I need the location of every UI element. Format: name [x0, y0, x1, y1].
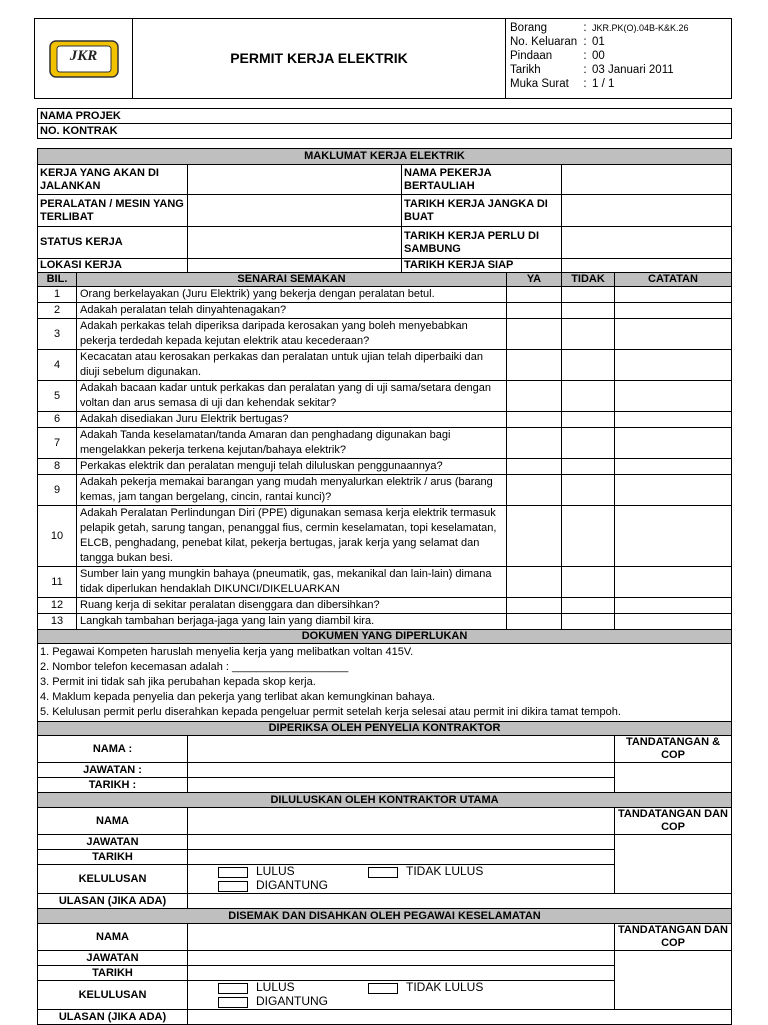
checklist-row — [38, 428, 732, 459]
checklist-no-cell[interactable] — [562, 459, 615, 475]
checklist-notes-cell[interactable] — [615, 459, 732, 475]
meta-colon: : — [583, 36, 587, 48]
checklist-notes-cell[interactable] — [615, 350, 732, 381]
checklist-row — [38, 506, 732, 567]
safety-officer-approval-options — [188, 981, 615, 1010]
checklist-notes-cell[interactable] — [615, 506, 732, 567]
meta-label: Muka Surat — [510, 78, 569, 90]
checklist-yes-cell[interactable] — [507, 475, 562, 506]
checklist-text: Adakah Tanda keselamatan/tanda Amaran dan penghadang digunakan bagi mengelakkan pekerja terkena kejutan/bahaya elektrik? — [77, 428, 507, 459]
option-label: DIGANTUNG — [256, 878, 328, 892]
checklist-yes-cell[interactable] — [507, 459, 562, 475]
safety-officer-remarks-field[interactable] — [188, 1010, 732, 1025]
checklist-no: 1 — [38, 287, 77, 303]
option-main-contractor-1[interactable] — [368, 865, 518, 879]
col-no: TIDAK — [562, 273, 615, 287]
form-header — [34, 18, 732, 99]
work-info-title: MAKLUMAT KERJA ELEKTRIK — [38, 149, 732, 165]
checklist-row — [38, 381, 732, 412]
documents-title: DOKUMEN YANG DIPERLUKAN — [38, 630, 732, 644]
checklist-row — [38, 459, 732, 475]
checkbox-icon[interactable] — [218, 867, 248, 878]
equipment-field[interactable] — [188, 195, 402, 227]
checklist-yes-cell[interactable] — [507, 412, 562, 428]
checklist-notes-cell[interactable] — [615, 598, 732, 614]
meta-value: 01 — [592, 36, 605, 48]
main-contractor-sign-field[interactable] — [615, 835, 732, 894]
checkbox-icon[interactable] — [368, 983, 398, 994]
meta-label: Tarikh — [510, 64, 541, 76]
checklist-row — [38, 319, 732, 350]
checklist-no: 5 — [38, 381, 77, 412]
continued-date-field[interactable] — [562, 227, 732, 259]
project-info — [37, 108, 732, 139]
documents-list — [38, 644, 732, 722]
checklist-notes-cell[interactable] — [615, 475, 732, 506]
checklist-row — [38, 475, 732, 506]
safety-officer-remarks-label: ULASAN (JIKA ADA) — [38, 1010, 188, 1025]
document-line: 1. Pegawai Kompeten haruslah menyelia kerja yang melibatkan voltan 415V. — [40, 646, 414, 658]
checklist-text: Sumber lain yang mungkin bahaya (pneumatik, gas, mekanikal dan lain-lain) dimana tidak diperlukan hendaklah DIKUNCI/DIKELUARKAN — [77, 567, 507, 598]
continued-date-label: TARIKH KERJA PERLU DI SAMBUNG — [402, 227, 562, 259]
col-yes: YA — [507, 273, 562, 287]
work-label: KERJA YANG AKAN DI JALANKAN — [38, 165, 188, 195]
meta-label: Borang — [510, 22, 548, 34]
option-label: DIGANTUNG — [256, 994, 328, 1008]
col-notes: CATATAN — [615, 273, 732, 287]
cs-position-label: JAWATAN : — [38, 763, 188, 778]
checklist-row — [38, 350, 732, 381]
checklist-no-cell[interactable] — [562, 614, 615, 630]
safety-officer-approval-label: KELULUSAN — [38, 981, 188, 1010]
checklist-yes-cell[interactable] — [507, 381, 562, 412]
cs-date-label: TARIKH : — [38, 778, 188, 793]
checkbox-icon[interactable] — [218, 997, 248, 1008]
document-line: 5. Kelulusan permit perlu diserahkan kepada pengeluar permit setelah kerja selesai atau permit ini dikira tamat tempoh. — [40, 706, 621, 718]
main-contractor-name-field[interactable] — [188, 808, 615, 835]
work-field[interactable] — [188, 165, 402, 195]
checklist-text: Langkah tambahan berjaga-jaga yang lain yang diambil kira. — [77, 614, 507, 630]
cs-sign-field[interactable] — [615, 763, 732, 793]
checklist-notes-cell[interactable] — [615, 614, 732, 630]
checklist-row — [38, 598, 732, 614]
document-line: 4. Maklum kepada penyelia dan pekerja yang terlibat akan kemungkinan bahaya. — [40, 691, 436, 703]
checklist-row — [38, 412, 732, 428]
meta-row — [510, 49, 727, 63]
checklist-text: Adakah perkakas telah diperiksa daripada kerosakan yang boleh menyebabkan pekerja terdedah kepada kejutan elektrik atau kecederaan? — [77, 319, 507, 350]
checklist-yes-cell[interactable] — [507, 287, 562, 303]
checklist-no-cell[interactable] — [562, 475, 615, 506]
checklist-no: 3 — [38, 319, 77, 350]
checklist-row — [38, 567, 732, 598]
contractor-supervisor-title: DIPERIKSA OLEH PENYELIA KONTRAKTOR — [38, 722, 732, 736]
checklist-no: 13 — [38, 614, 77, 630]
checklist-notes-cell[interactable] — [615, 428, 732, 459]
option-safety-officer-1[interactable] — [368, 981, 518, 995]
checklist-no: 4 — [38, 350, 77, 381]
option-label: TIDAK LULUS — [406, 980, 484, 994]
main-contractor-remarks-field[interactable] — [188, 894, 732, 909]
expected-date-label: TARIKH KERJA JANGKA DI BUAT — [402, 195, 562, 227]
main-contractor-position-field[interactable] — [188, 835, 615, 850]
logo-text: JKR — [69, 47, 98, 64]
checklist-text: Adakah Peralatan Perlindungan Diri (PPE) digunakan semasa kerja elektrik termasuk pelapik getah, sarung tangan, penanggal fius, cermin keselamatan, topi keselamatan, ELCB, penghadang, penebat kilat, pekerja bertugas, jarak kerja yang selamat dan tangga bukan besi. — [77, 506, 507, 567]
meta-value: JKR.PK(O).04B-K&K.26 — [592, 23, 689, 33]
meta-value: 00 — [592, 50, 605, 62]
main-contractor-approval-label: KELULUSAN — [38, 865, 188, 894]
checklist-yes-cell[interactable] — [507, 319, 562, 350]
checklist-yes-cell[interactable] — [507, 428, 562, 459]
meta-value: 1 / 1 — [592, 78, 615, 90]
checklist-text: Ruang kerja di sekitar peralatan disenggara dan dibersihkan? — [77, 598, 507, 614]
option-label: LULUS — [256, 864, 295, 878]
permit-form — [37, 148, 732, 1025]
checklist-no: 9 — [38, 475, 77, 506]
safety-officer-position-field[interactable] — [188, 951, 615, 966]
status-label: STATUS KERJA — [38, 227, 188, 259]
checklist-no: 11 — [38, 567, 77, 598]
checklist-no-cell[interactable] — [562, 350, 615, 381]
checklist-yes-cell[interactable] — [507, 303, 562, 319]
checklist-no-cell[interactable] — [562, 303, 615, 319]
meta-colon: : — [583, 64, 587, 76]
checklist-notes-cell[interactable] — [615, 303, 732, 319]
safety-officer-name-label: NAMA — [38, 924, 188, 951]
checklist-notes-cell[interactable] — [615, 319, 732, 350]
col-checklist: SENARAI SEMAKAN — [77, 273, 507, 287]
checklist-yes-cell[interactable] — [507, 614, 562, 630]
safety-officer-sign-field[interactable] — [615, 951, 732, 1010]
checklist-notes-cell[interactable] — [615, 567, 732, 598]
checklist-text: Kecacatan atau kerosakan perkakas dan peralatan untuk ujian telah diperbaiki dan diuji sebelum digunakan. — [77, 350, 507, 381]
project-name-label: NAMA PROJEK — [38, 109, 732, 124]
checklist-no-cell[interactable] — [562, 381, 615, 412]
checklist-text: Perkakas elektrik dan peralatan menguji telah diluluskan penggunaannya? — [77, 459, 507, 475]
meta-label: No. Keluaran — [510, 36, 578, 48]
checklist-no: 12 — [38, 598, 77, 614]
safety-officer-name-field[interactable] — [188, 924, 615, 951]
checklist-yes-cell[interactable] — [507, 350, 562, 381]
checklist-notes-cell[interactable] — [615, 287, 732, 303]
main-contractor-approval-options — [188, 865, 615, 894]
document-line: 3. Permit ini tidak sah jika perubahan kepada skop kerja. — [40, 676, 316, 688]
checklist-no-cell[interactable] — [562, 598, 615, 614]
option-label: LULUS — [256, 980, 295, 994]
checklist-no: 7 — [38, 428, 77, 459]
checklist-no-cell[interactable] — [562, 319, 615, 350]
checkbox-icon[interactable] — [218, 983, 248, 994]
checklist-text: Adakah peralatan telah dinyahtenagakan? — [77, 303, 507, 319]
completed-date-label: TARIKH KERJA SIAP — [402, 259, 562, 273]
main-contractor-date-field[interactable] — [188, 850, 615, 865]
completed-date-field[interactable] — [562, 259, 732, 273]
checklist-no-cell[interactable] — [562, 412, 615, 428]
checklist-no-cell[interactable] — [562, 506, 615, 567]
checklist-no: 6 — [38, 412, 77, 428]
meta-row — [510, 35, 727, 49]
checklist-yes-cell[interactable] — [507, 506, 562, 567]
checklist-yes-cell[interactable] — [507, 598, 562, 614]
meta-row — [510, 77, 727, 91]
document-line: 2. Nombor telefon kecemasan adalah : ___________________ — [40, 661, 349, 673]
col-bil: BIL. — [38, 273, 77, 287]
option-main-contractor-0[interactable] — [218, 865, 368, 879]
meta-value: 03 Januari 2011 — [592, 64, 674, 76]
safety-officer-date-field[interactable] — [188, 966, 615, 981]
cs-name-label: NAMA : — [38, 736, 188, 763]
checklist-text: Adakah disediakan Juru Elektrik bertugas? — [77, 412, 507, 428]
checkbox-icon[interactable] — [218, 881, 248, 892]
option-safety-officer-2[interactable] — [218, 995, 358, 1009]
option-safety-officer-0[interactable] — [218, 981, 368, 995]
safety-officer-position-label: JAWATAN — [38, 951, 188, 966]
checklist-no: 10 — [38, 506, 77, 567]
checklist-text: Adakah bacaan kadar untuk perkakas dan peralatan yang di uji sama/setara dengan voltan dan arus semasa di uji dan kehendak sekitar? — [77, 381, 507, 412]
main-contractor-sign-label: TANDATANGAN DAN COP — [615, 808, 732, 835]
meta-row — [510, 63, 727, 77]
option-main-contractor-2[interactable] — [218, 879, 358, 893]
main-contractor-date-label: TARIKH — [38, 850, 188, 865]
main-contractor-title: DILULUSKAN OLEH KONTRAKTOR UTAMA — [38, 793, 732, 808]
main-contractor-position-label: JAWATAN — [38, 835, 188, 850]
cs-sign-label: TANDATANGAN & COP — [615, 736, 732, 763]
meta-colon: : — [583, 78, 587, 90]
contract-no-label: NO. KONTRAK — [38, 124, 732, 139]
meta-row — [510, 21, 727, 35]
worker-field[interactable] — [562, 165, 732, 195]
worker-label: NAMA PEKERJA BERTAULIAH — [402, 165, 562, 195]
option-label: TIDAK LULUS — [406, 864, 484, 878]
main-contractor-remarks-label: ULASAN (JIKA ADA) — [38, 894, 188, 909]
checklist-row — [38, 303, 732, 319]
checkbox-icon[interactable] — [368, 867, 398, 878]
logo-cell — [35, 19, 133, 99]
checklist-text: Orang berkelayakan (Juru Elektrik) yang bekerja dengan peralatan betul. — [77, 287, 507, 303]
checklist-yes-cell[interactable] — [507, 567, 562, 598]
safety-officer-sign-label: TANDATANGAN DAN COP — [615, 924, 732, 951]
location-field[interactable] — [188, 259, 402, 273]
meta-colon: : — [583, 50, 587, 62]
form-meta — [506, 19, 732, 99]
meta-label: Pindaan — [510, 50, 553, 62]
cs-name-field[interactable] — [188, 736, 615, 763]
checklist-text: Adakah pekerja memakai barangan yang mudah menyalurkan elektrik / arus (barang kemas, jam tangan bergelang, cincin, rantai kunci)? — [77, 475, 507, 506]
checklist-no-cell[interactable] — [562, 428, 615, 459]
checklist-row — [38, 614, 732, 630]
cs-position-field[interactable] — [188, 763, 615, 778]
checklist-row — [38, 287, 732, 303]
status-field[interactable] — [188, 227, 402, 259]
cs-date-field[interactable] — [188, 778, 615, 793]
checklist-no: 2 — [38, 303, 77, 319]
checklist-no-cell[interactable] — [562, 287, 615, 303]
meta-colon: : — [583, 22, 587, 34]
safety-officer-title: DISEMAK DAN DISAHKAN OLEH PEGAWAI KESELAMATAN — [38, 909, 732, 924]
safety-officer-date-label: TARIKH — [38, 966, 188, 981]
checklist-notes-cell[interactable] — [615, 412, 732, 428]
checklist-notes-cell[interactable] — [615, 381, 732, 412]
jkr-logo — [49, 35, 119, 83]
location-label: LOKASI KERJA — [38, 259, 188, 273]
form-title: PERMIT KERJA ELEKTRIK — [133, 19, 506, 99]
equipment-label: PERALATAN / MESIN YANG TERLIBAT — [38, 195, 188, 227]
expected-date-field[interactable] — [562, 195, 732, 227]
checklist-no: 8 — [38, 459, 77, 475]
checklist-no-cell[interactable] — [562, 567, 615, 598]
main-contractor-name-label: NAMA — [38, 808, 188, 835]
